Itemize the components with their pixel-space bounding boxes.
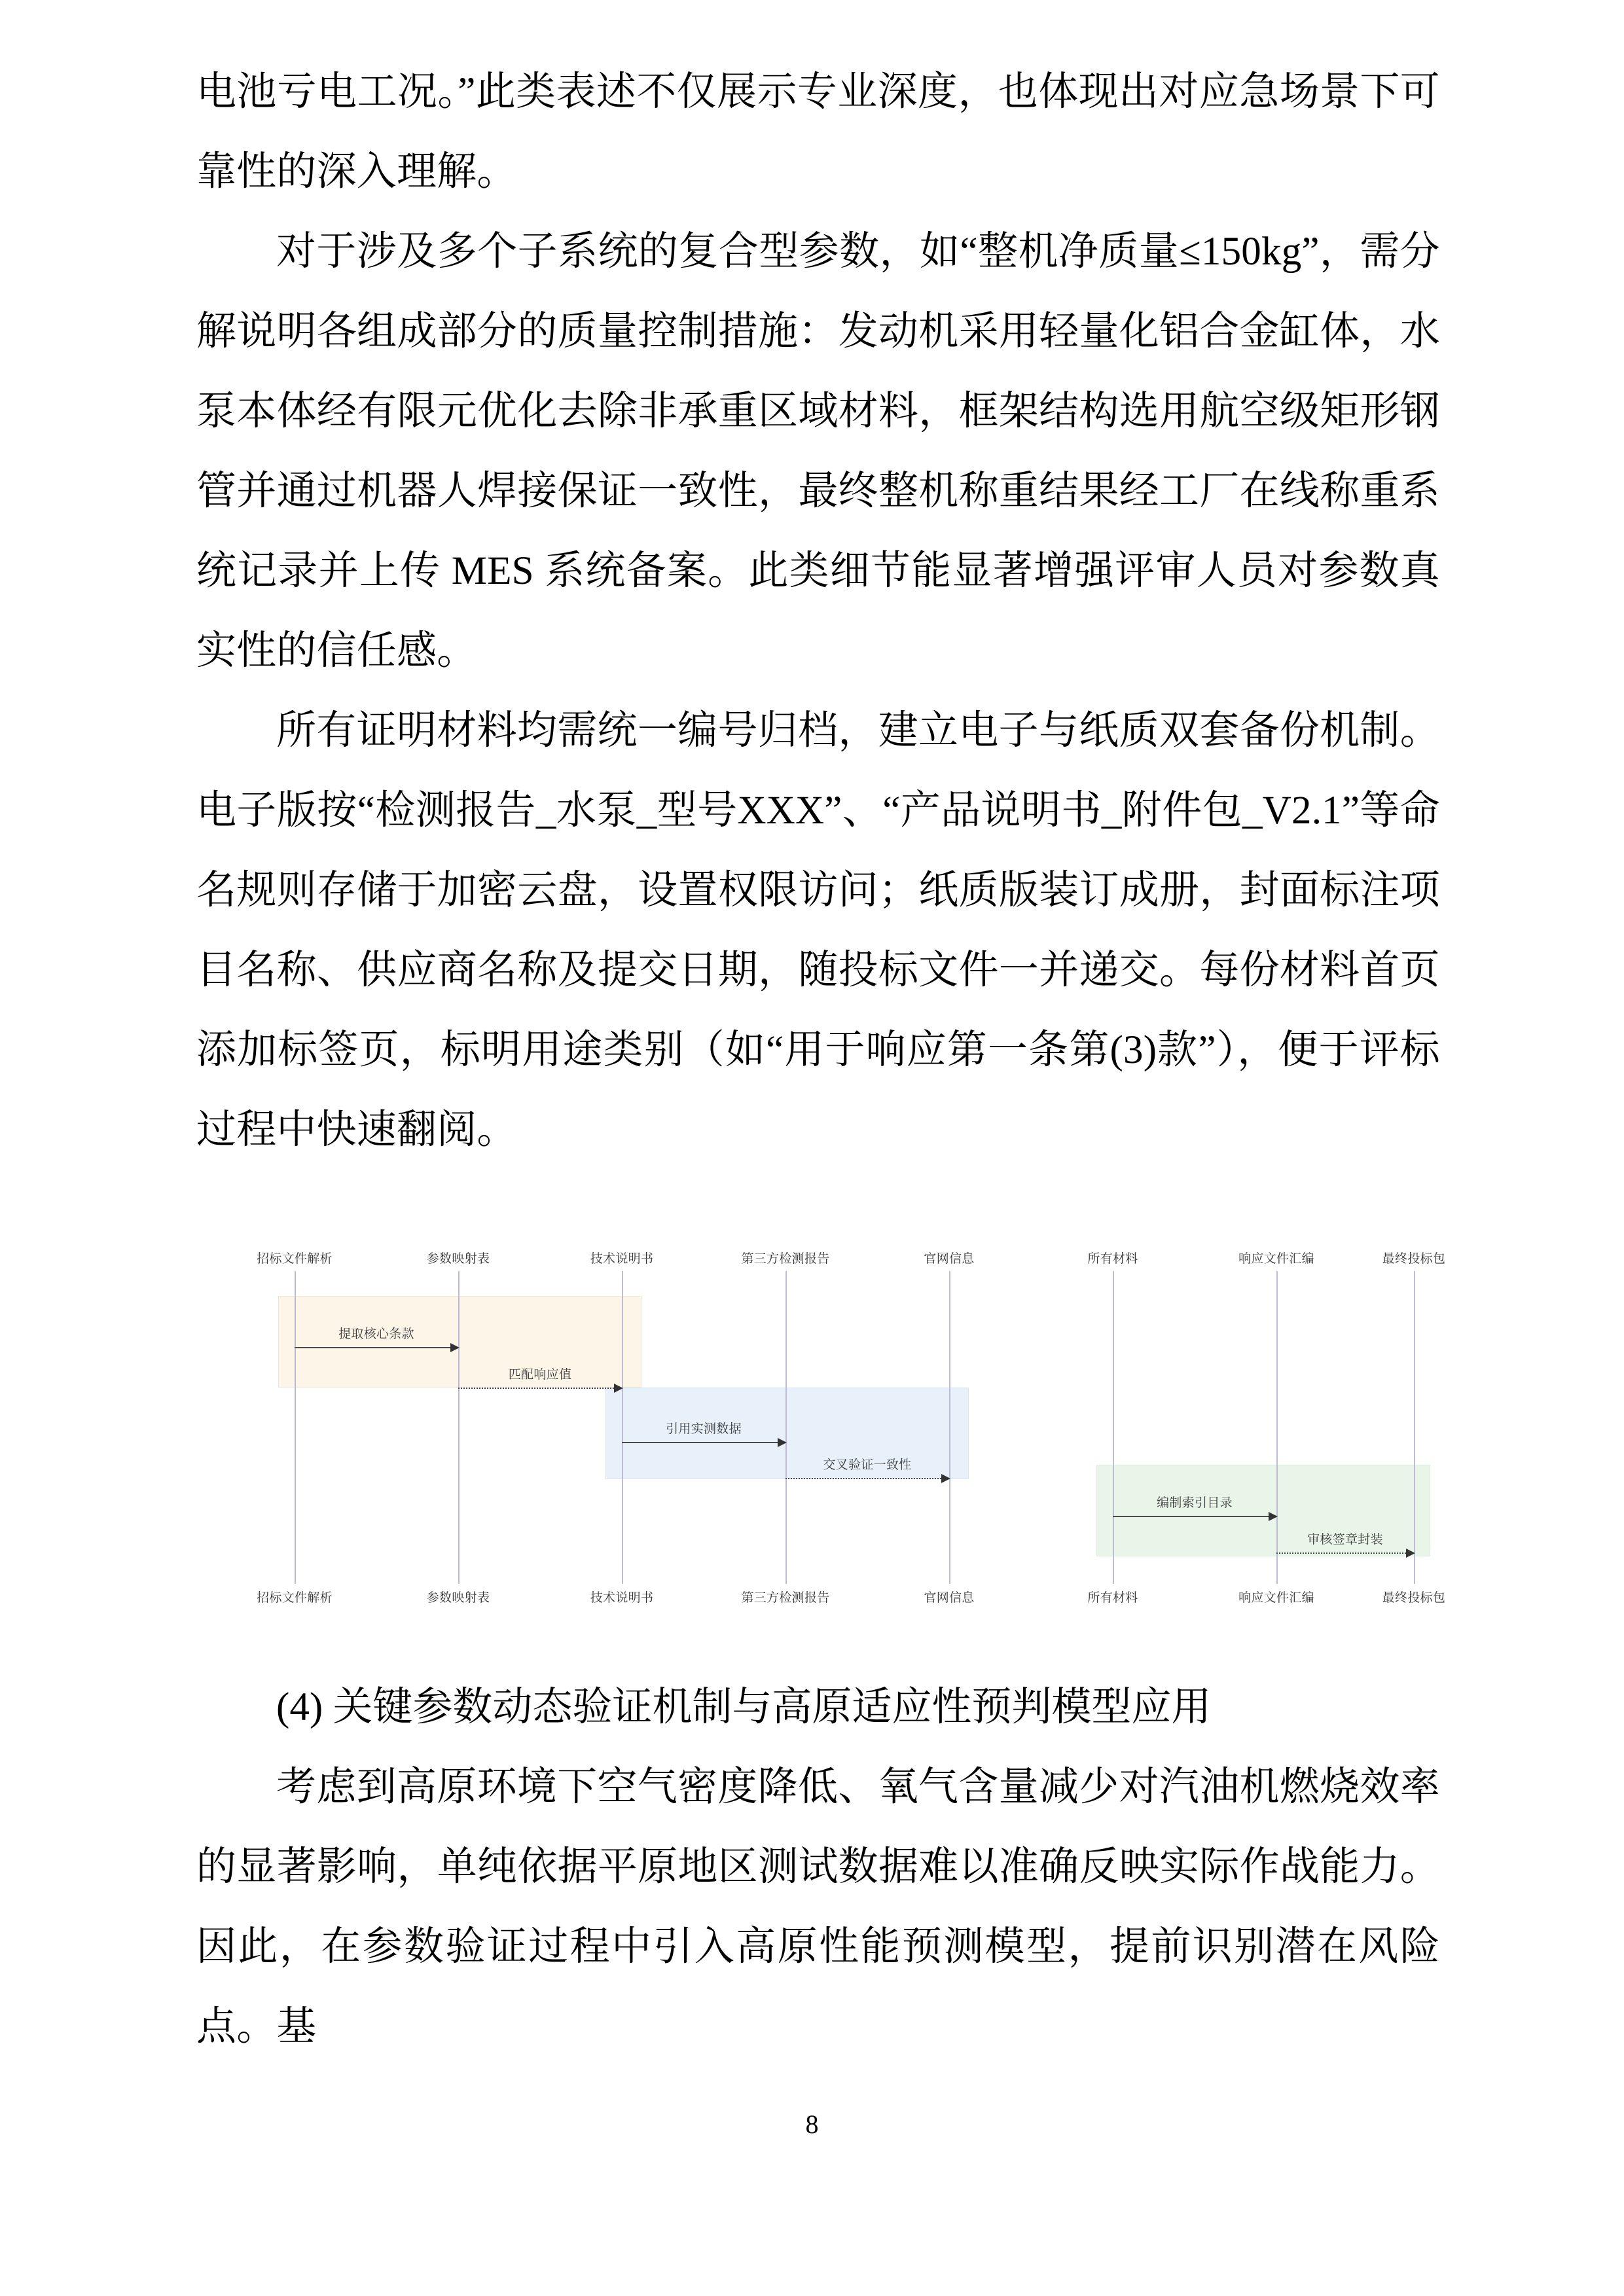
page-number: 8 (805, 2109, 819, 2139)
seq-actor-bottom-1: 招标文件解析 (257, 1591, 333, 1605)
seq-actor-bottom-5: 官网信息 (924, 1591, 975, 1605)
seq-actor-bottom-6: 所有材料 (1087, 1591, 1138, 1605)
seq-actor-top-5: 官网信息 (924, 1252, 975, 1266)
arrow-head-icon (1406, 1549, 1415, 1558)
page-content (196, 52, 1446, 2067)
lifeline-2 (458, 1271, 460, 1584)
seq-actor-bottom-2: 参数映射表 (426, 1591, 490, 1605)
seq-message-line (295, 1347, 458, 1348)
seq-actor-bottom-7: 响应文件汇编 (1238, 1591, 1314, 1605)
lifeline-6 (1113, 1271, 1114, 1584)
seq-actor-top-4: 第三方检测报告 (741, 1252, 830, 1266)
seq-message-line (622, 1442, 785, 1443)
section-heading: (4) 关键参数动态验证机制与高原适应性预判模型应用 (276, 1685, 1212, 1729)
seq-actor-top-8: 最终投标包 (1382, 1252, 1446, 1266)
seq-message-2 (458, 1368, 622, 1389)
lifeline-3 (622, 1271, 623, 1584)
paragraph-3: 所有证明材料均需统一编号归档，建立电子与纸质双套备份机制。电子版按“检测报告_水泵_型号XXX”、“产品说明书_附件包_V2.1”等命名规则存储于加密云盘，设置权限访问；纸质版装订成册，封面标注项目名称、供应商名称及提交日期，随投标文件一并递交。每份材料首页添加标签页，标明用途类别（如“用于响应第一条第(3)款”），便于评标过程中快速翻阅。 (196, 709, 1440, 1152)
lifeline-8 (1414, 1271, 1415, 1584)
seq-message-label: 编制索引目录 (1157, 1496, 1233, 1510)
lifeline-4 (785, 1271, 787, 1584)
seq-message-line (1113, 1516, 1276, 1517)
seq-actor-top-6: 所有材料 (1087, 1252, 1138, 1266)
arrow-head-icon (941, 1474, 950, 1483)
seq-actor-top-7: 响应文件汇编 (1238, 1252, 1314, 1266)
seq-actor-top-3: 技术说明书 (590, 1252, 654, 1266)
seq-message-line (1276, 1552, 1414, 1554)
arrow-head-icon (614, 1384, 623, 1393)
lifeline-7 (1276, 1271, 1278, 1584)
paragraph-2: 对于涉及多个子系统的复合型参数，如“整机净质量≤150kg”，需分解说明各组成部分的质量控制措施：发动机采用轻量化铝合金缸体，水泵本体经有限元优化去除非承重区域材料，框架结构选用航空级矩形钢管并通过机器人焊接保证一致性，最终整机称重结果经工厂在线称重系统记录并上传 MES 系统备案。此类细节能显著增强评审人员对参数真实性的信任感。 (196, 230, 1440, 673)
seq-message-1 (295, 1327, 458, 1348)
seq-message-5 (1113, 1496, 1276, 1517)
figure-sequence-diagram (196, 1249, 1446, 1641)
seq-message-label: 提取核心条款 (338, 1327, 414, 1341)
lifeline-1 (295, 1271, 296, 1584)
paragraph-4: 考虑到高原环境下空气密度降低、氧气含量减少对汽油机燃烧效率的显著影响，单纯依据平原地区测试数据难以准确反映实际作战能力。因此，在参数验证过程中引入高原性能预测模型，提前识别潜在风险点。基 (196, 1765, 1440, 2049)
seq-message-line (785, 1478, 949, 1479)
seq-message-6 (1276, 1533, 1414, 1554)
seq-actor-top-1: 招标文件解析 (257, 1252, 333, 1266)
seq-message-label: 引用实测数据 (666, 1422, 742, 1436)
lifeline-5 (949, 1271, 950, 1584)
seq-message-label: 匹配响应值 (508, 1368, 572, 1382)
seq-group-extraction (278, 1296, 641, 1388)
seq-actor-bottom-3: 技术说明书 (590, 1591, 654, 1605)
paragraph-1: 电池亏电工况。”此类表述不仅展示专业深度，也体现出对应急场景下可靠性的深入理解。 (196, 70, 1440, 194)
seq-message-line (458, 1388, 622, 1389)
seq-actor-bottom-4: 第三方检测报告 (741, 1591, 830, 1605)
seq-actor-top-2: 参数映射表 (426, 1252, 490, 1266)
arrow-head-icon (1269, 1512, 1278, 1521)
sequence-diagram-canvas (242, 1249, 1446, 1615)
arrow-head-icon (778, 1438, 787, 1447)
seq-actor-bottom-8: 最终投标包 (1382, 1591, 1446, 1605)
seq-message-4 (785, 1458, 949, 1479)
seq-message-label: 审核签章封装 (1307, 1533, 1383, 1547)
seq-message-3 (622, 1422, 785, 1443)
arrow-head-icon (450, 1343, 460, 1352)
seq-group-verification (605, 1388, 969, 1479)
seq-message-label: 交叉验证一致性 (823, 1458, 912, 1472)
